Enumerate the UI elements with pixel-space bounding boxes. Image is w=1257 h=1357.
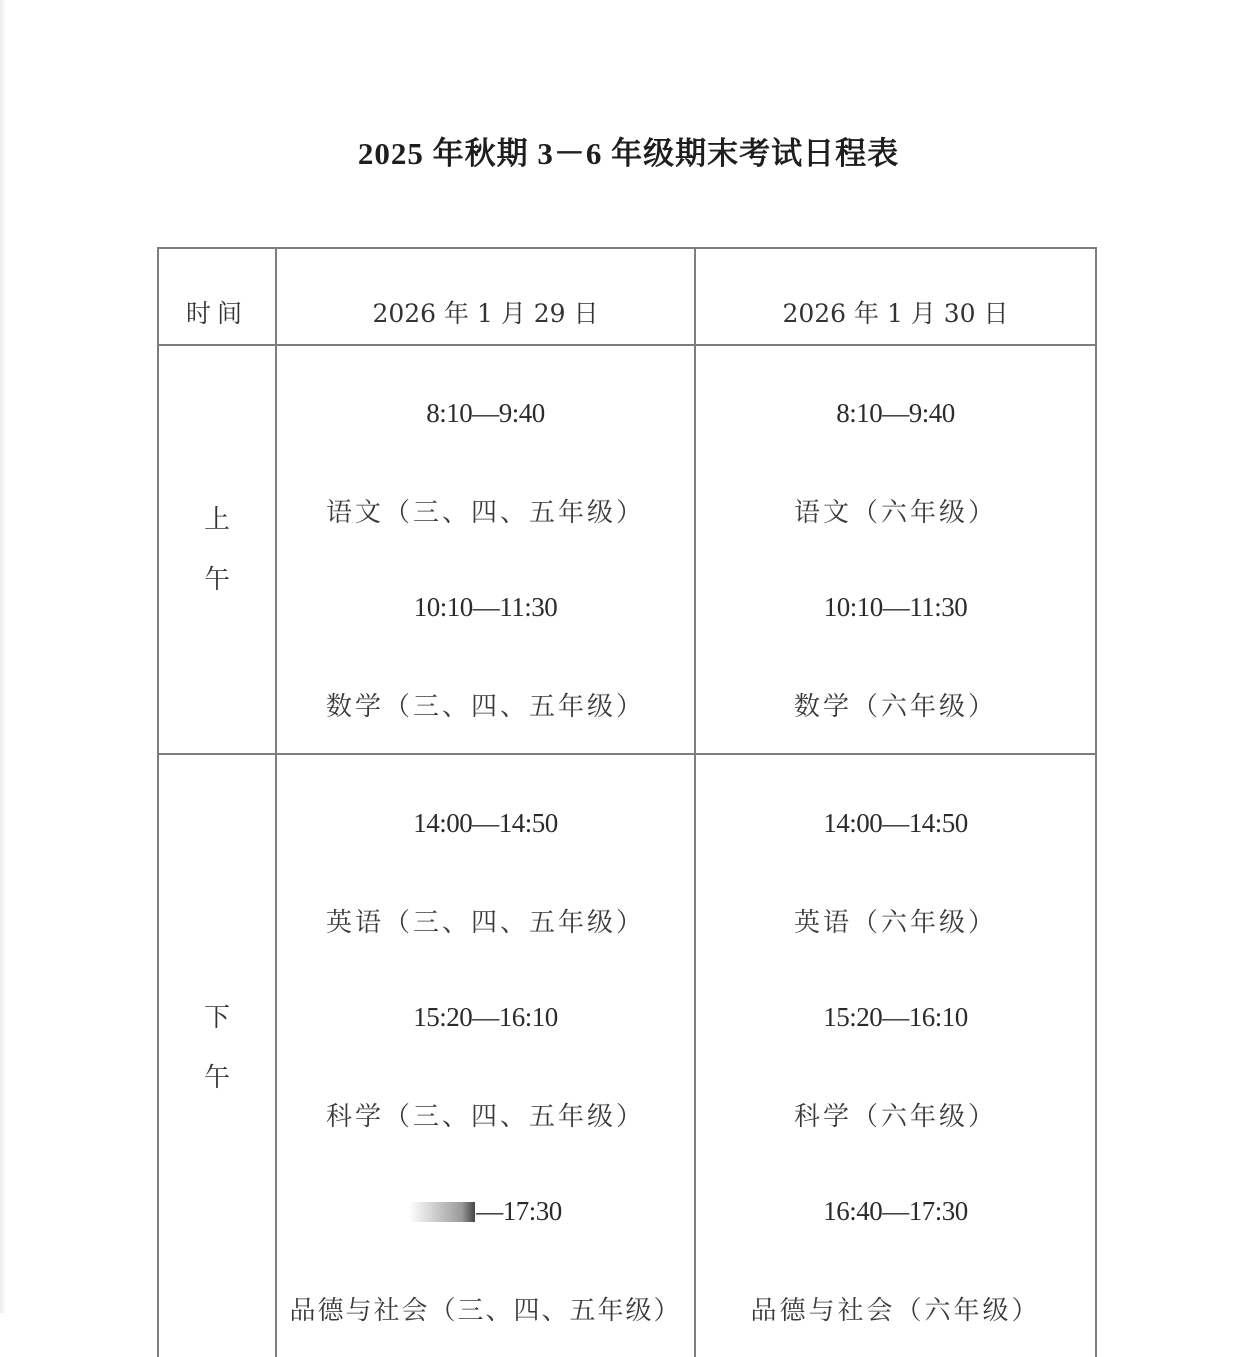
period-char: 午	[203, 1063, 230, 1093]
exam-time: 15:20—16:10	[413, 1002, 558, 1032]
exam-time: 10:10—11:30	[413, 592, 558, 622]
header-time-label: 时间	[185, 299, 248, 328]
exam-schedule-table	[157, 247, 1097, 1357]
exam-subject: 数学（三、四、五年级）	[325, 692, 645, 722]
exam-subject: 科学（三、四、五年级）	[325, 1102, 645, 1132]
exam-time-visible-part: —17:30	[476, 1196, 562, 1226]
exam-subject: 英语（三、四、五年级）	[325, 908, 645, 938]
exam-time: 10:10—11:30	[823, 592, 968, 622]
exam-time: 8:10—9:40	[836, 398, 955, 428]
exam-subject: 英语（六年级）	[793, 908, 997, 938]
header-row	[158, 248, 1096, 345]
header-time	[158, 248, 276, 345]
exam-time: 15:20—16:10	[823, 1002, 968, 1032]
exam-time: 14:00—14:50	[823, 808, 968, 838]
period-char: 上	[203, 504, 230, 535]
afternoon-row	[158, 754, 1096, 1357]
exam-subject: 语文（六年级）	[793, 498, 997, 528]
period-char: 午	[203, 564, 230, 595]
redaction-smudge	[409, 1202, 475, 1222]
afternoon-day1-cell	[276, 754, 695, 1357]
exam-subject: 品德与社会（三、四、五年级）	[289, 1296, 682, 1326]
page-edge-shadow	[0, 0, 6, 1313]
exam-time-partially-redacted	[409, 1163, 562, 1260]
exam-time: 8:10—9:40	[426, 398, 545, 428]
header-day1-label: 2026 年 1 月 29 日	[372, 299, 599, 328]
period-morning	[158, 345, 276, 754]
exam-subject: 品德与社会（六年级）	[750, 1296, 1041, 1326]
exam-time: 14:00—14:50	[413, 808, 558, 838]
morning-day2-cell	[695, 345, 1096, 754]
morning-row	[158, 345, 1096, 754]
morning-day1-cell	[276, 345, 695, 754]
afternoon-day2-cell	[695, 754, 1096, 1357]
header-day2	[695, 248, 1096, 345]
period-afternoon	[158, 754, 276, 1357]
exam-subject: 语文（三、四、五年级）	[325, 498, 645, 528]
header-day1	[276, 248, 695, 345]
exam-subject: 科学（六年级）	[793, 1102, 997, 1132]
exam-time: 16:40—17:30	[823, 1196, 968, 1226]
page-title: 2025 年秋期 3－6 年级期末考试日程表	[357, 136, 900, 171]
exam-subject: 数学（六年级）	[793, 692, 997, 722]
period-char: 下	[203, 1003, 230, 1033]
header-day2-label: 2026 年 1 月 30 日	[782, 299, 1009, 328]
